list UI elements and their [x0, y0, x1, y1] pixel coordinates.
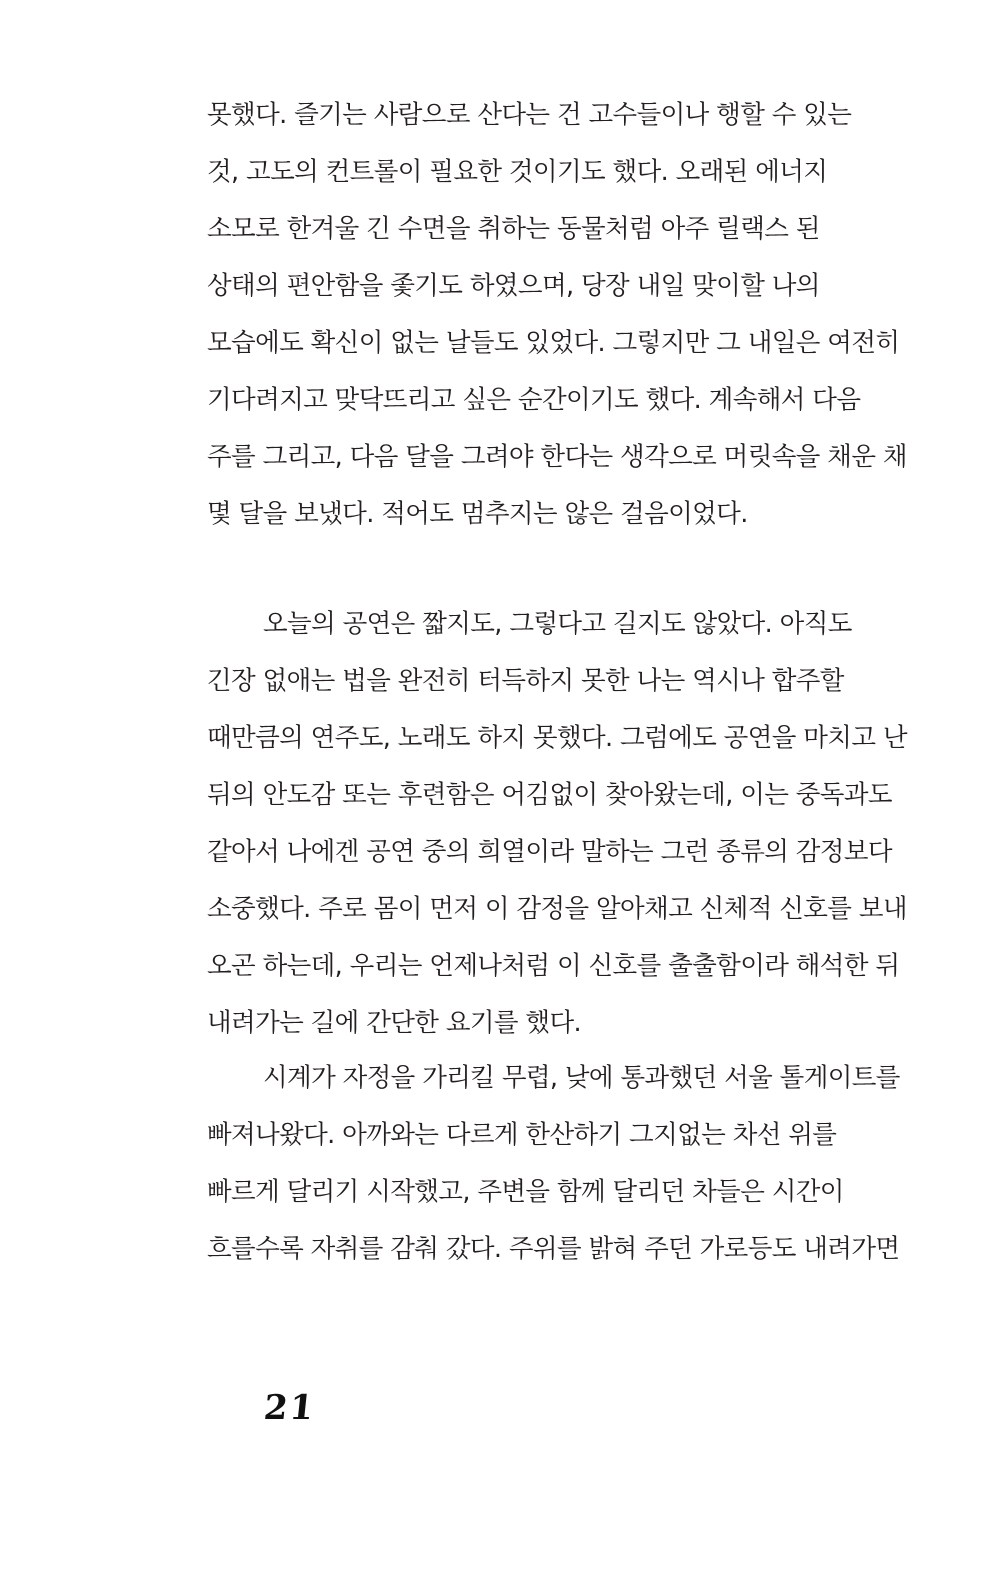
text-line: 빠져나왔다. 아까와는 다르게 한산하기 그지없는 차선 위를 [207, 1120, 837, 1150]
text-line: 소중했다. 주로 몸이 먼저 이 감정을 알아채고 신체적 신호를 보내 [207, 894, 907, 924]
text-line: 같아서 나에겐 공연 중의 희열이라 말하는 그런 종류의 감정보다 [207, 837, 892, 867]
text-line: 상태의 편안함을 좇기도 하였으며, 당장 내일 맞이할 나의 [207, 271, 820, 301]
text-line: 흐를수록 자취를 감춰 갔다. 주위를 밝혀 주던 가로등도 내려가면 [207, 1234, 900, 1264]
paragraph-1 [207, 87, 907, 543]
text-line: 소모로 한겨울 긴 수면을 취하는 동물처럼 아주 릴랙스 된 [207, 214, 820, 244]
text-line: 몇 달을 보냈다. 적어도 멈추지는 않은 걸음이었다. [207, 499, 748, 529]
text-line: 긴장 없애는 법을 완전히 터득하지 못한 나는 역시나 합주할 [207, 666, 844, 696]
text-line: 뒤의 안도감 또는 후련함은 어김없이 찾아왔는데, 이는 중독과도 [207, 780, 892, 810]
paragraph-3 [207, 1050, 900, 1278]
text-line: 내려가는 길에 간단한 요기를 했다. [207, 1008, 581, 1038]
text-line: 오곤 하는데, 우리는 언제나처럼 이 신호를 출출함이라 해석한 뒤 [207, 951, 900, 981]
text-line: 기다려지고 맞닥뜨리고 싶은 순간이기도 했다. 계속해서 다음 [207, 385, 861, 415]
text-line: 오늘의 공연은 짧지도, 그렇다고 길지도 않았다. 아직도 [263, 609, 852, 639]
text-line: 것, 고도의 컨트롤이 필요한 것이기도 했다. 오래된 에너지 [207, 157, 828, 187]
text-line: 못했다. 즐기는 사람으로 산다는 건 고수들이나 행할 수 있는 [207, 100, 852, 130]
text-line: 시계가 자정을 가리킬 무렵, 낮에 통과했던 서울 톨게이트를 [263, 1063, 900, 1093]
text-line: 빠르게 달리기 시작했고, 주변을 함께 달리던 차들은 시간이 [207, 1177, 844, 1207]
text-line: 모습에도 확신이 없는 날들도 있었다. 그렇지만 그 내일은 여전히 [207, 328, 900, 358]
page-number: 21 [261, 1388, 318, 1428]
text-line: 주를 그리고, 다음 달을 그려야 한다는 생각으로 머릿속을 채운 채 [207, 442, 907, 472]
paragraph-2 [207, 596, 907, 1052]
text-line: 때만큼의 연주도, 노래도 하지 못했다. 그럼에도 공연을 마치고 난 [207, 723, 907, 753]
